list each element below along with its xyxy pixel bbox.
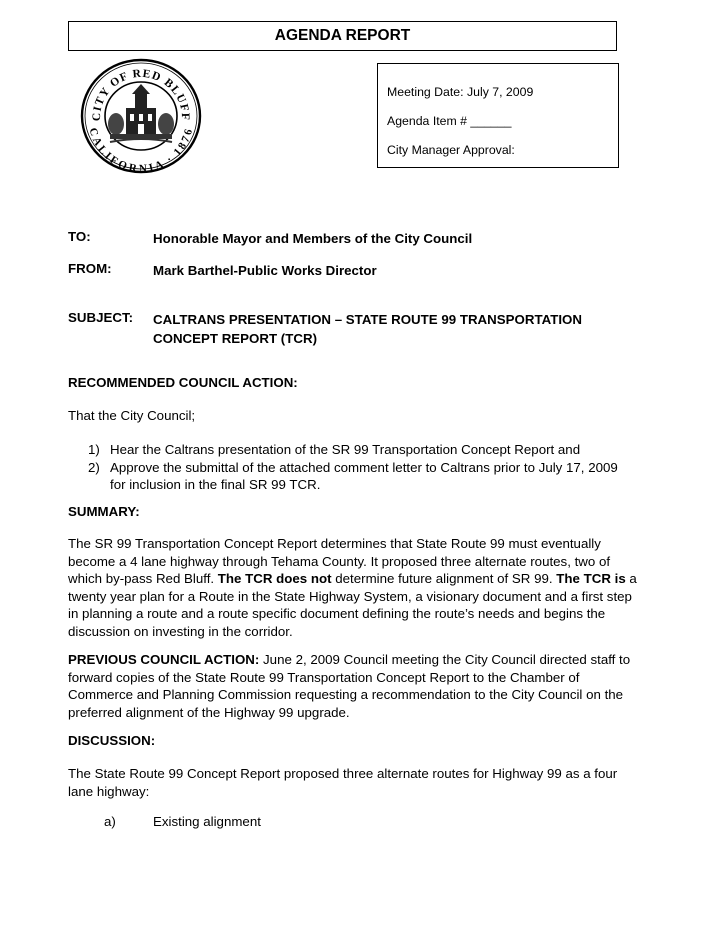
report-title-box	[68, 21, 617, 51]
list-item-number: 2)	[88, 459, 100, 475]
summary-heading: SUMMARY:	[68, 504, 140, 519]
recommended-action-list	[68, 441, 628, 494]
list-item-text: Hear the Caltrans presentation of the SR 99 Transportation Concept Report and	[110, 442, 581, 457]
report-title: AGENDA REPORT	[274, 27, 411, 44]
list-item-text: Approve the submittal of the attached comment letter to Caltrans prior to July 17, 2009 for inclusion in the final SR 99 TCR.	[110, 459, 618, 492]
meeting-date: Meeting Date: July 7, 2009	[387, 85, 534, 99]
recommended-action-heading: RECOMMENDED COUNCIL ACTION:	[68, 375, 298, 390]
list-item-number: 1)	[88, 442, 100, 457]
city-manager-approval: City Manager Approval:	[387, 143, 515, 157]
from-label: FROM:	[68, 261, 112, 276]
discussion-paragraph: The State Route 99 Concept Report proposed three alternate routes for Highway 99 as a four lane highway:	[68, 766, 618, 799]
list-item-text: Existing alignment	[153, 814, 261, 829]
list-item	[68, 459, 628, 494]
meeting-info-box	[377, 63, 619, 168]
summary-paragraph: The SR 99 Transportation Concept Report determines that State Route 99 must eventually become a 4 lane highway through Tehama County. It proposed three alternate routes, two of which by-pass Red Bluff. The TCR does not determine future alignment of SR 99. The TCR is a twenty year plan for a Route in the State Highway System, a visionary document and a first step in planning a route and a route specific document defining the route’s needs and begins the discussion on investing in the corridor.	[68, 536, 637, 639]
agenda-item-number: Agenda Item # ______	[387, 114, 512, 128]
city-seal-logo	[80, 58, 202, 174]
list-item-number: a)	[104, 814, 116, 829]
seal-bottom-text: CALIFORNIA · 1876	[86, 126, 196, 174]
list-item	[68, 441, 628, 459]
from-value: Mark Barthel-Public Works Director	[153, 263, 377, 278]
previous-action-paragraph: PREVIOUS COUNCIL ACTION: June 2, 2009 Council meeting the City Council directed staff to forward copies of the State Route 99 Transportation Concept Report to the Chamber of Commerce and Planning Commission requesting a recommendation to the City Council on the preferred alignment of the Highway 99 upgrade.	[68, 652, 631, 720]
to-value: Honorable Mayor and Members of the City Council	[153, 231, 473, 246]
subject-label: SUBJECT:	[68, 310, 134, 325]
previous-action-heading: PREVIOUS COUNCIL ACTION:	[68, 652, 260, 667]
seal-top-text: CITY OF RED BLUFF	[90, 67, 192, 122]
recommended-intro: That the City Council;	[68, 408, 196, 423]
subject-value: CALTRANS PRESENTATION – STATE ROUTE 99 TRANSPORTATION CONCEPT REPORT (TCR)	[153, 312, 582, 346]
discussion-heading: DISCUSSION:	[68, 733, 156, 748]
to-label: TO:	[68, 229, 91, 244]
seal-building-icon	[108, 84, 174, 142]
